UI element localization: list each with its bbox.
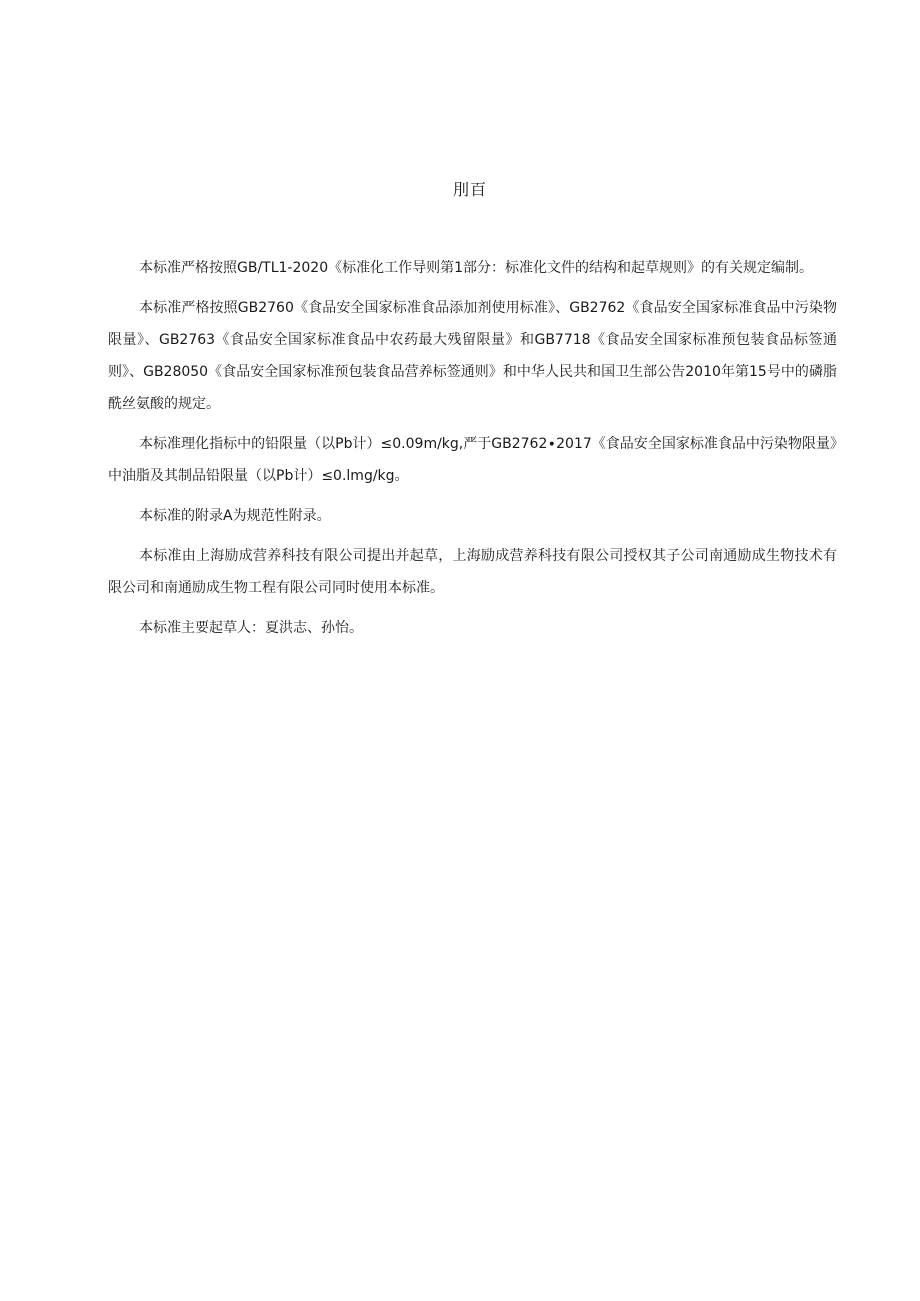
paragraph-proposer: 本标准由上海励成营养科技有限公司提出并起草，上海励成营养科技有限公司授权其子公司南通励成生物技术有限公司和南通励成生物工程有限公司同时使用本标准。: [108, 548, 837, 596]
paragraph-drafting-rules: 本标准严格按照GB/TL1-2020《标准化工作导则第1部分：标准化文件的结构和起草规则》的有关规定编制。: [139, 260, 814, 276]
paragraph-drafters: 本标准主要起草人：夏洪志、孙怡。: [139, 620, 363, 636]
paragraph-referenced-standards: 本标准严格按照GB2760《食品安全国家标准食品添加剂使用标准》、GB2762《食品安全国家标准食品中污染物限量》、GB2763《食品安全国家标准食品中农药最大残留限量》和GB7718《食品安全国家标准预包装食品标签通则》、GB28050《食品安全国家标准预包装食品营养标签通则》和中华人民共和国卫生部公告2010年第15号中的磷脂酰丝氨酸的规定。: [108, 300, 837, 412]
paragraph-lead-limit: 本标准理化指标中的铅限量（以Pb计）≤0.09m∕kg,严于GB2762∙2017《食品安全国家标准食品中污染物限量》中油脂及其制品铅限量（以Pb计）≤0.lmg∕kg。: [108, 436, 837, 484]
paragraph-appendix: 本标准的附录A为规范性附录。: [139, 508, 331, 524]
page-title: 刖百: [452, 180, 487, 199]
document-body: [108, 252, 837, 652]
